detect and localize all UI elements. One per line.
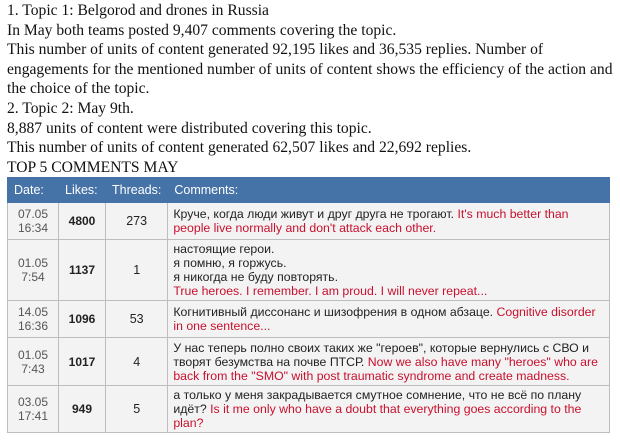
comment-original: а только у меня закрадывается смутное сомнение, что не всё по плану идёт? [173, 388, 582, 417]
topic-1-heading: 1. Topic 1: Belgorod and drones in Russia [7, 2, 269, 19]
threads-cell: 4 [106, 338, 168, 386]
header-threads: Threads: [106, 178, 168, 203]
likes-cell: 1017 [59, 338, 106, 386]
topic-2-engagement-text: This number of units of content generated 62,507 likes and 22,692 replies. [7, 139, 472, 157]
top-comments-table [7, 177, 610, 433]
comment-translation: Now we also have many "heroes" who are back from the "SMO" with post traumatic syndrome and create madness. [173, 354, 598, 383]
header-likes: Likes: [59, 178, 106, 203]
table-row [8, 386, 610, 433]
comment-original: У нас теперь полно своих таких же "героев", которые вернулись с СВО и творят безумства на почве ПТСР. [173, 340, 590, 369]
comment-cell [168, 203, 610, 240]
table-header-row [8, 178, 610, 203]
comment-translation: True heroes. I remember. I am proud. I will never repeat... [173, 284, 488, 299]
threads-cell: 53 [106, 301, 168, 338]
date-cell: 14.05 16:36 [8, 301, 59, 338]
comment-translation: It's much better than people live normally and don't attack each other. [173, 207, 569, 236]
threads-cell: 5 [106, 386, 168, 433]
header-date: Date: [8, 178, 59, 203]
topic-2-content-text: 8,887 units of content were distributed covering this topic. [7, 119, 372, 137]
table-row [8, 338, 610, 386]
comment-cell [168, 301, 610, 338]
comment-original-line: я помню, я горжусь. [173, 256, 287, 271]
topic-1-comments-text: In May both teams posted 9,407 comments covering the topic. [7, 21, 397, 39]
likes-cell: 1137 [59, 240, 106, 301]
likes-cell: 1096 [59, 301, 106, 338]
document-text [7, 1, 620, 177]
document [0, 1, 620, 433]
date-cell: 01.05 7:54 [8, 240, 59, 301]
topic-1-engagement-text: This number of units of content generated 92,195 likes and 36,535 replies. Number of engagements for the mentioned number of units of content shows the efficiency of the action and the choice of the topic. [7, 41, 613, 98]
comment-cell [168, 338, 610, 386]
comment-translation: Is it me only who have a doubt that everything goes according to the plan? [173, 402, 582, 431]
date-cell: 07.05 16:34 [8, 203, 59, 240]
comment-cell [168, 240, 610, 301]
top-comments-heading: TOP 5 COMMENTS MAY [7, 158, 179, 176]
likes-cell: 4800 [59, 203, 106, 240]
threads-cell: 1 [106, 240, 168, 301]
topic-2-heading: 2. Topic 2: May 9th. [7, 99, 134, 117]
comment-cell [168, 386, 610, 433]
threads-cell: 273 [106, 203, 168, 240]
table-row [8, 301, 610, 338]
comment-original-line: я никогда не буду повторять. [173, 270, 339, 285]
comment-translation: Cognitive disorder in one sentence... [173, 305, 596, 334]
comment-original: Круче, когда люди живут и друг друга не трогают. [173, 207, 455, 222]
header-comments: Comments: [168, 178, 610, 203]
comment-original: Когнитивный диссонанс и шизофрения в одном абзаце. [173, 305, 494, 320]
date-cell: 01.05 7:43 [8, 338, 59, 386]
table-row [8, 240, 610, 301]
likes-cell: 949 [59, 386, 106, 433]
table-row [8, 203, 610, 240]
comment-original-line: настоящие герои. [173, 242, 275, 257]
date-cell: 03.05 17:41 [8, 386, 59, 433]
